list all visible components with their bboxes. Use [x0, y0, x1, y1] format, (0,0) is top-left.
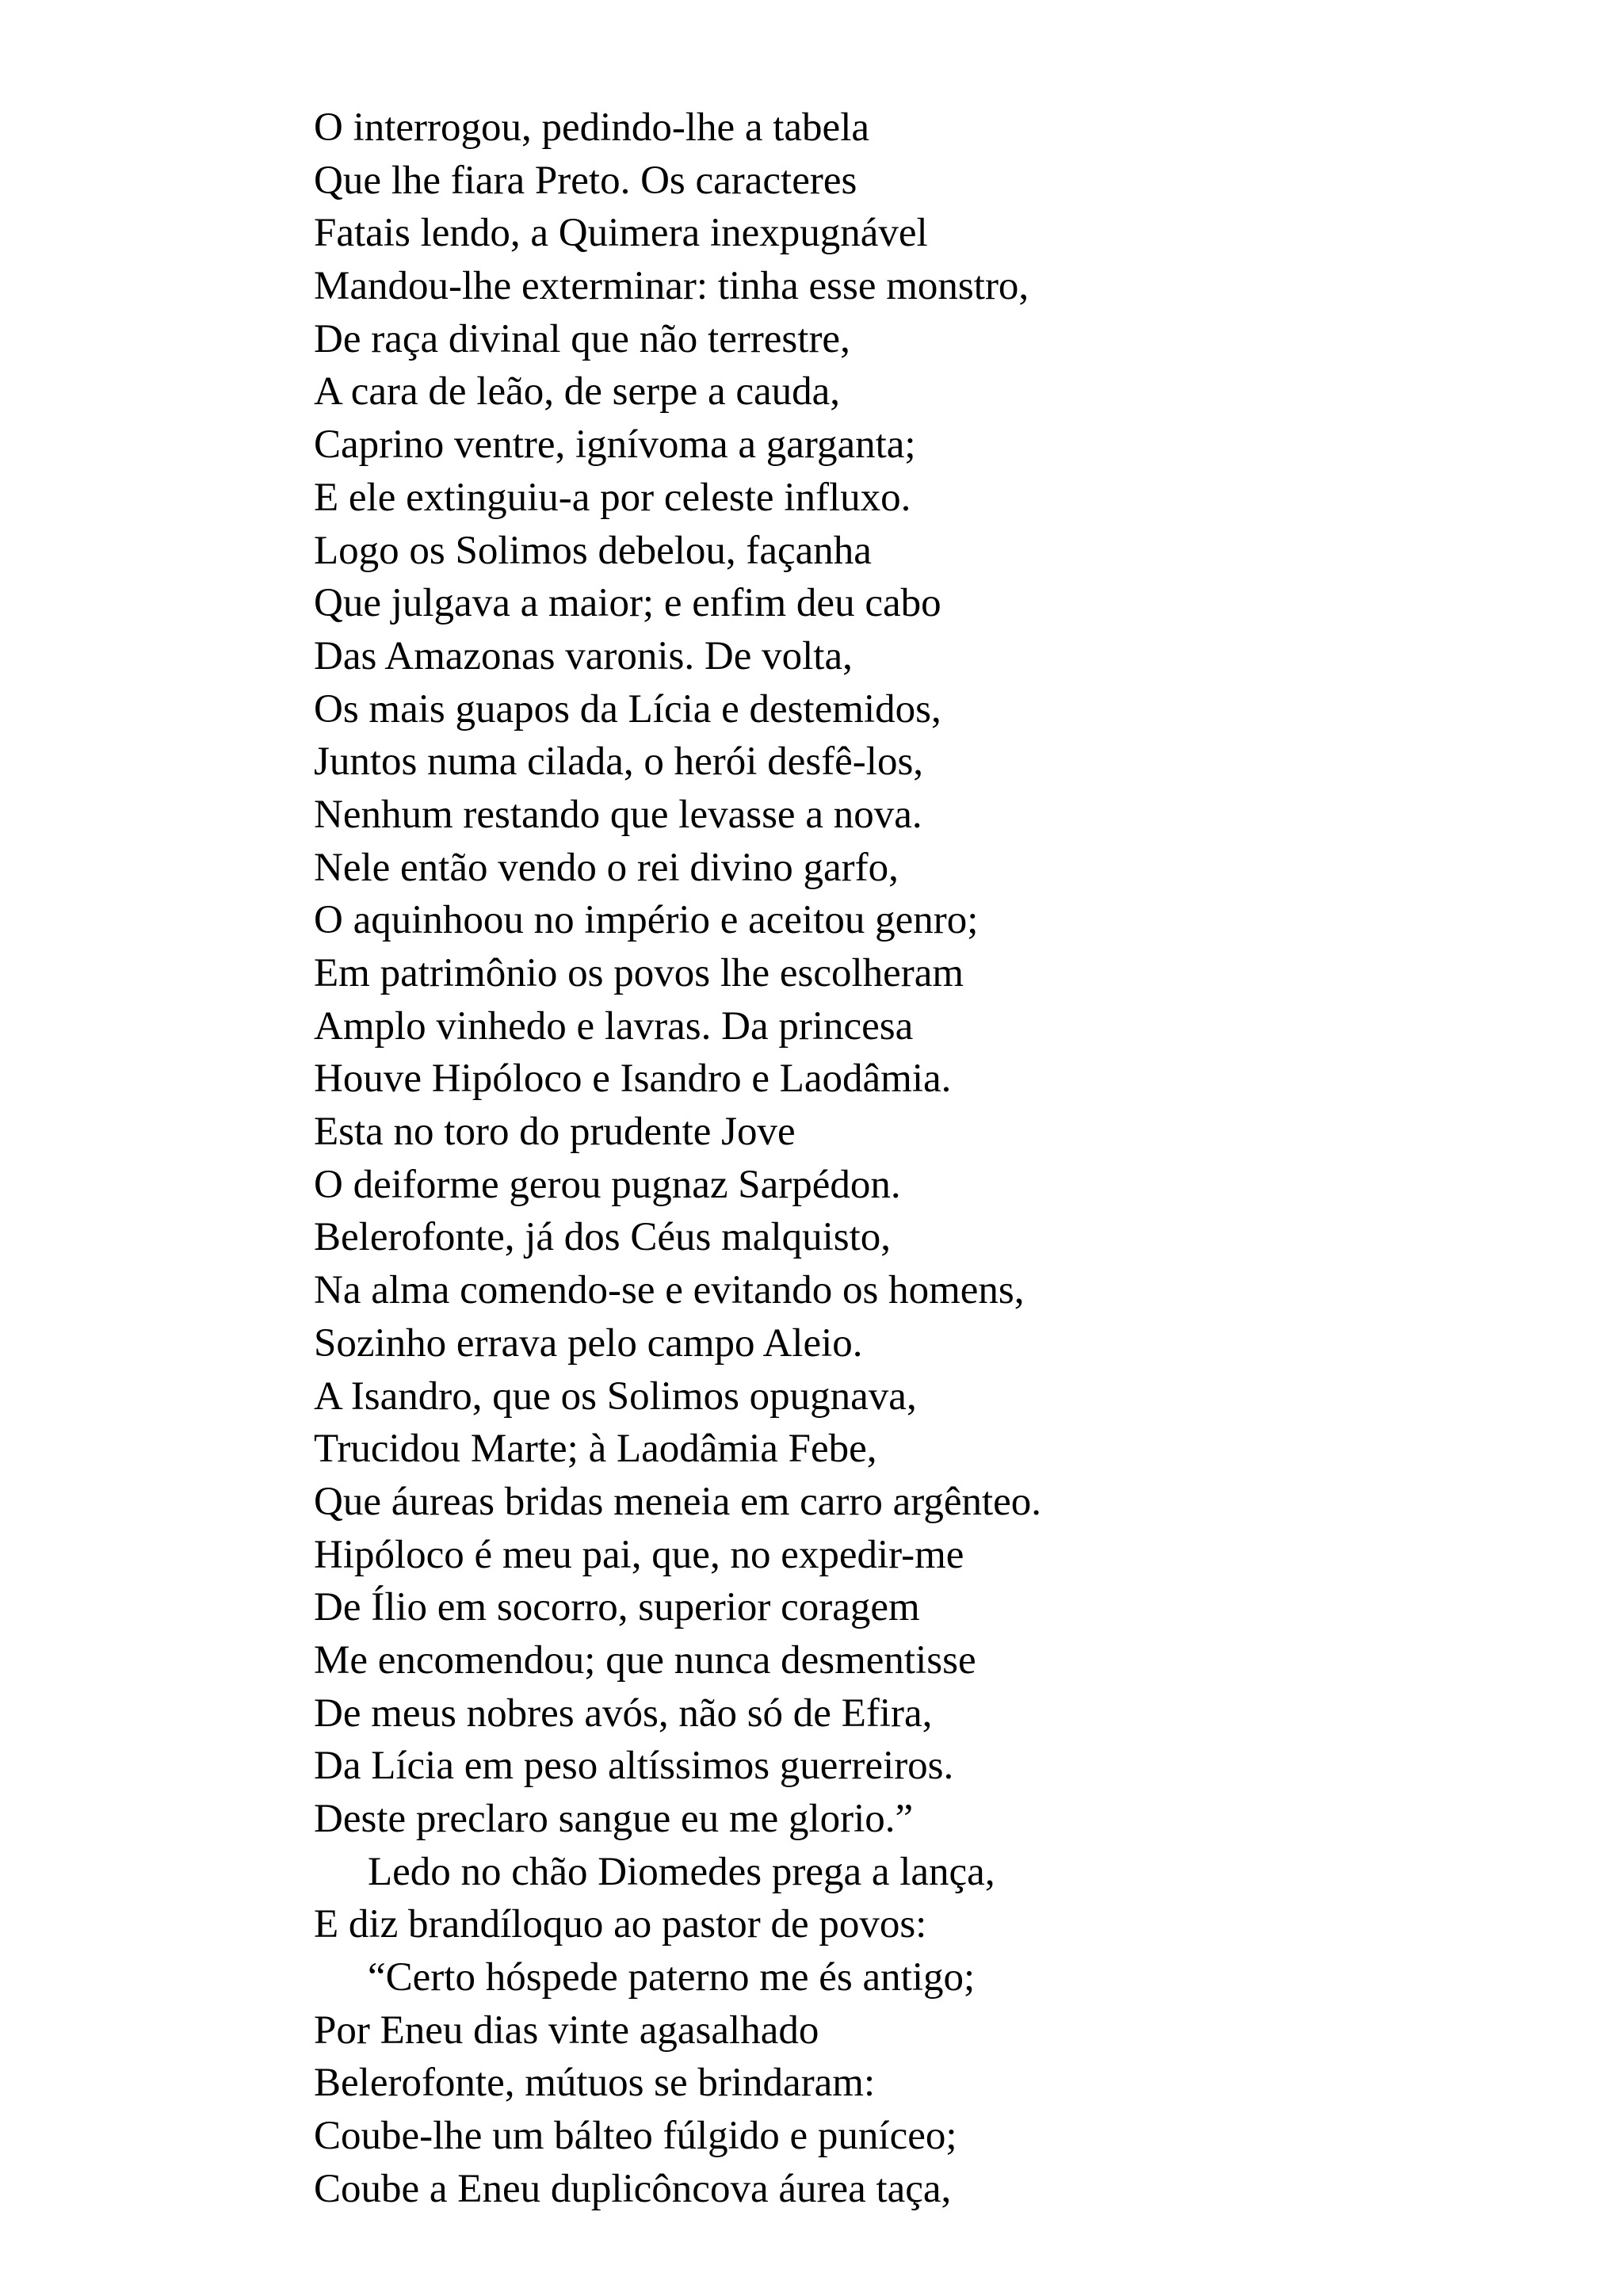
verse-line: O interrogou, pedindo-lhe a tabela — [314, 105, 870, 150]
verse-line: De meus nobres avós, não só de Efira, — [314, 1690, 933, 1736]
verse-line: O aquinhoou no império e aceitou genro; — [314, 898, 979, 943]
verse-line: Que áureas bridas meneia em carro argênteo. — [314, 1479, 1042, 1524]
verse-line: E diz brandíloquo ao pastor de povos: — [314, 1902, 927, 1947]
verse-line: Logo os Solimos debelou, façanha — [314, 528, 872, 573]
verse-line: Amplo vinhedo e lavras. Da princesa — [314, 1003, 914, 1049]
verse-line: Me encomendou; que nunca desmentisse — [314, 1637, 976, 1683]
verse-line: Na alma comendo-se e evitando os homens, — [314, 1268, 1025, 1313]
verse-line: Coube a Eneu duplicôncova áurea taça, — [314, 2166, 952, 2211]
verse-line: Por Eneu dias vinte agasalhado — [314, 2008, 819, 2053]
verse-line: Mandou-lhe exterminar: tinha esse monstro, — [314, 264, 1029, 309]
verse-line: Que lhe fiara Preto. Os caracteres — [314, 158, 857, 203]
verse-line-indented: “Certo hóspede paterno me és antigo; — [368, 1955, 976, 2000]
verse-line: O deiforme gerou pugnaz Sarpédon. — [314, 1162, 901, 1207]
verse-line: Das Amazonas varonis. De volta, — [314, 633, 853, 678]
verse-line: Belerofonte, já dos Céus malquisto, — [314, 1215, 892, 1260]
verse-line: De raça divinal que não terrestre, — [314, 316, 850, 361]
verse-line: Trucidou Marte; à Laodâmia Febe, — [314, 1427, 877, 1472]
verse-line: Deste preclaro sangue eu me glorio.” — [314, 1797, 914, 1841]
verse-line: Hipóloco é meu pai, que, no expedir-me — [314, 1532, 964, 1577]
verse-line: Que julgava a maior; e enfim deu cabo — [314, 581, 941, 626]
verse-line: Sozinho errava pelo campo Aleio. — [314, 1320, 863, 1366]
verse-line: Nele então vendo o rei divino garfo, — [314, 845, 899, 890]
verse-line: Esta no toro do prudente Jove — [314, 1110, 796, 1155]
verse-line: Em patrimônio os povos lhe escolheram — [314, 951, 964, 995]
verse-line: Belerofonte, mútuos se brindaram: — [314, 2061, 876, 2106]
verse-line: Caprino ventre, ignívoma a garganta; — [314, 422, 916, 468]
verse-line: De Ílio em socorro, superior coragem — [314, 1585, 920, 1630]
verse-line: Fatais lendo, a Quimera inexpugnável — [314, 211, 928, 256]
verse-line: Coube-lhe um bálteo fúlgido e puníceo; — [314, 2114, 957, 2159]
verse-line: Nenhum restando que levasse a nova. — [314, 792, 922, 837]
verse-line: Os mais guapos da Lícia e destemidos, — [314, 686, 941, 732]
verse-line-indented: Ledo no chão Diomedes prega a lança, — [368, 1849, 995, 1894]
verse-line: A cara de leão, de serpe a cauda, — [314, 369, 841, 415]
verse-line: A Isandro, que os Solimos opugnava, — [314, 1373, 917, 1419]
verse-line: Juntos numa cilada, o herói desfê-los, — [314, 739, 924, 785]
verse-line: E ele extinguiu-a por celeste influxo. — [314, 475, 911, 520]
verse-line: Houve Hipóloco e Isandro e Laodâmia. — [314, 1056, 952, 1102]
poem-text — [314, 101, 1550, 2216]
verse-line: Da Lícia em peso altíssimos guerreiros. — [314, 1744, 954, 1789]
